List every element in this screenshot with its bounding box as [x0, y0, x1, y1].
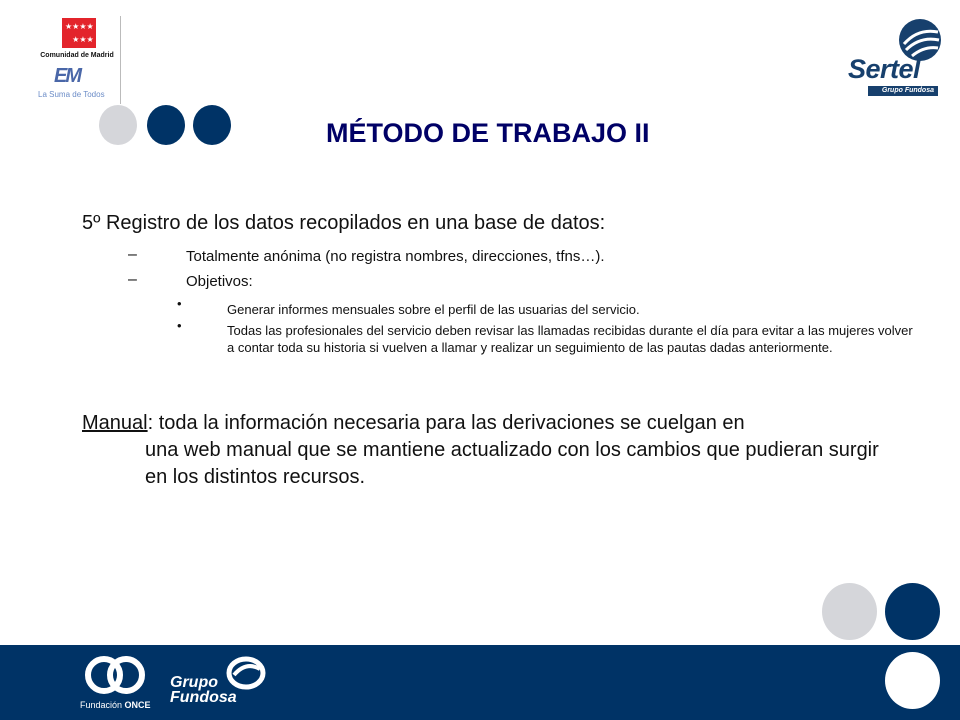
decor-circle-grey: [99, 105, 137, 145]
dash-marker: –: [128, 246, 137, 263]
footer-band: [0, 645, 960, 720]
fundacion-once-logo: [80, 653, 150, 715]
sub-item-objectives: Objetivos:: [186, 273, 253, 290]
fundosa-swirl-icon: [226, 655, 266, 691]
manual-paragraph: [82, 410, 882, 491]
decor-circle-white: [885, 652, 940, 709]
comunidad-em-mark: EM: [54, 65, 80, 87]
manual-label: Manual: [82, 412, 148, 434]
manual-text-rest: una web manual que se mantiene actualizado con los cambios que pudieran surgir en los distintos recursos.: [145, 439, 879, 488]
sertel-wordmark: Sertel: [848, 54, 921, 84]
once-rings-icon: [80, 653, 150, 699]
logo-divider: [120, 16, 121, 104]
bullet-marker: •: [177, 296, 182, 311]
decor-circle-navy: [147, 105, 185, 145]
decor-circle-navy: [885, 583, 940, 640]
dash-marker: –: [128, 271, 137, 288]
bullet-marker: •: [177, 318, 182, 333]
slide-title: MÉTODO DE TRABAJO II: [326, 118, 650, 148]
comunidad-name: Comunidad de Madrid: [40, 52, 114, 59]
sertel-subtitle: Grupo Fundosa: [868, 86, 938, 96]
decor-circle-navy: [193, 105, 231, 145]
madrid-flag-icon: ★ ★ ★ ★ ★ ★ ★: [62, 18, 96, 48]
sertel-logo: [842, 18, 942, 98]
manual-text-first: : toda la información necesaria para las derivaciones se cuelgan en: [147, 412, 745, 434]
sub-item-anonymous: Totalmente anónima (no registra nombres, direcciones, tfns…).: [186, 248, 605, 265]
comunidad-tagline: La Suma de Todos: [38, 90, 105, 99]
fundosa-wordmark: Grupo Fundosa: [170, 674, 237, 706]
objective-item-reports: Generar informes mensuales sobre el perfil de las usuarias del servicio.: [227, 302, 640, 317]
comunidad-madrid-logo: [34, 18, 120, 102]
once-caption: Fundación ONCE: [80, 700, 151, 710]
point-5: 5º Registro de los datos recopilados en una base de datos:: [82, 212, 606, 234]
decor-circle-grey: [822, 583, 877, 640]
objective-item-review-calls: Todas las profesionales del servicio deben revisar las llamadas recibidas durante el día para evitar a las mujeres volver a contar toda su historia si vuelven a llamar y realizar un seguimiento de las pautas dadas anteriormente.: [227, 323, 913, 355]
grupo-fundosa-logo: [170, 655, 270, 711]
